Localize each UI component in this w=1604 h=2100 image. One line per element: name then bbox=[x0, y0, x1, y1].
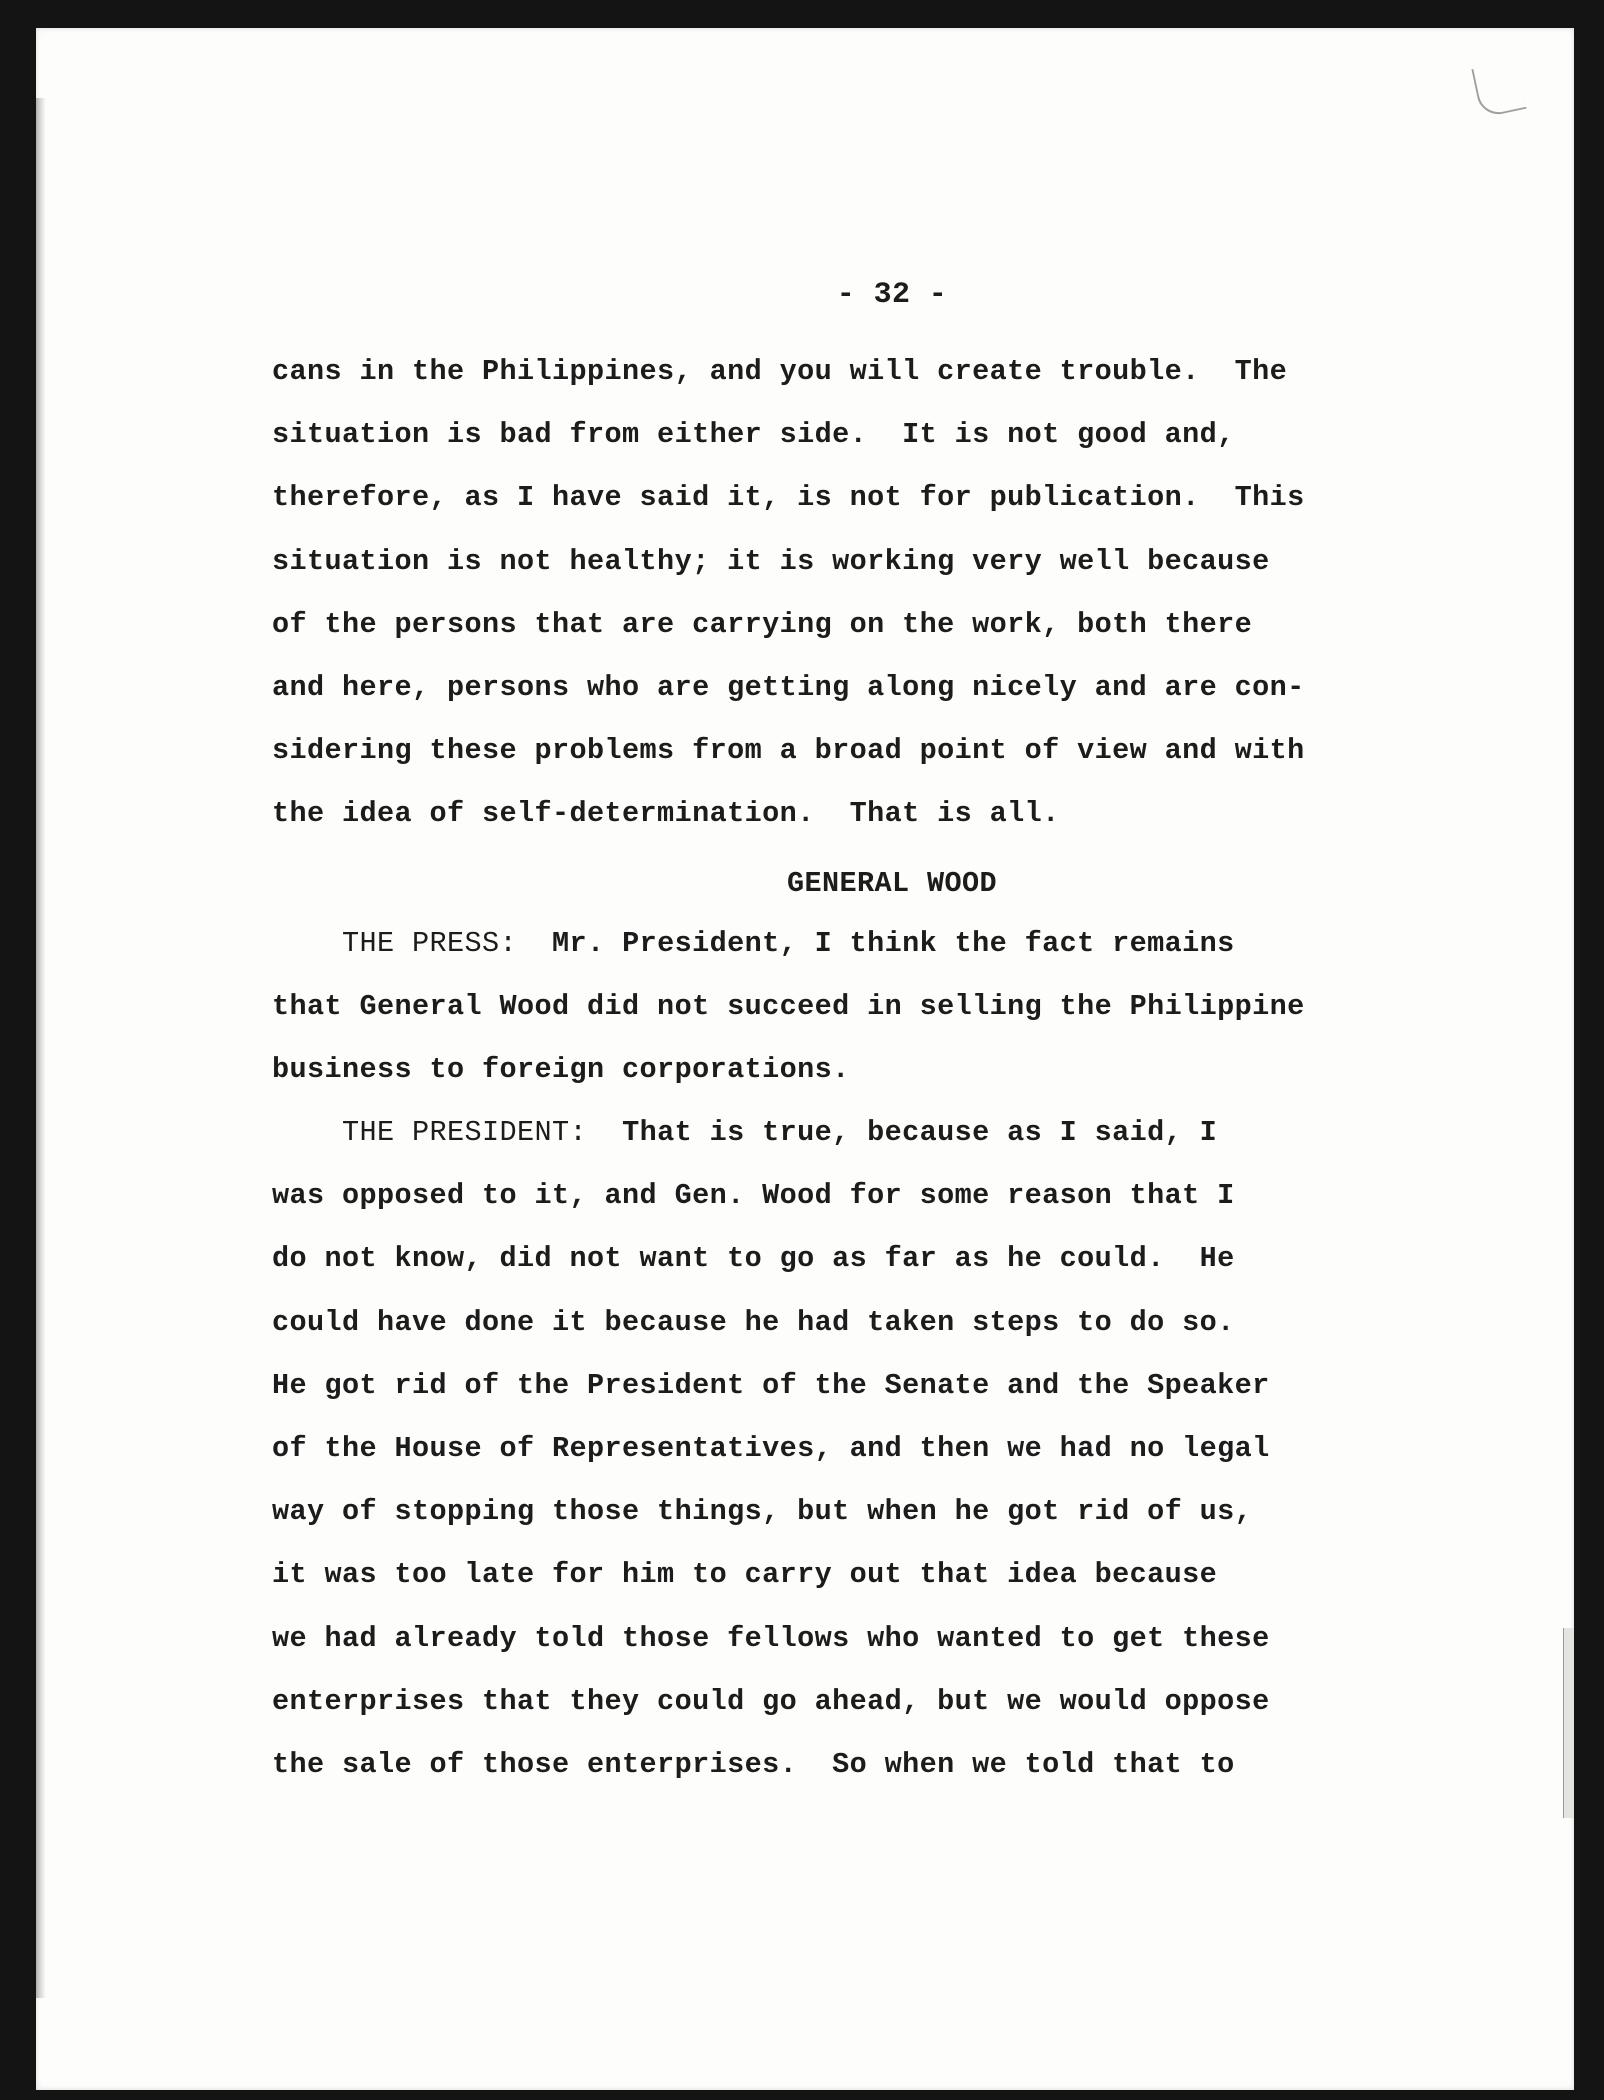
speaker-label: THE PRESIDENT: bbox=[342, 1116, 588, 1150]
corner-pencil-mark bbox=[1471, 60, 1526, 118]
text-line-first bbox=[272, 912, 1432, 975]
paragraph-press bbox=[272, 912, 1432, 1102]
text-line: He got rid of the President of the Senate and the Speaker bbox=[272, 1368, 1270, 1402]
text-line: situation is not healthy; it is working very well because bbox=[272, 544, 1270, 578]
text-line: the idea of self-determination. That is all. bbox=[272, 797, 1060, 831]
document-body bbox=[272, 278, 1432, 1796]
speaker-label: THE PRESS: bbox=[342, 926, 518, 960]
paragraph-continued bbox=[272, 340, 1432, 846]
text-line: of the persons that are carrying on the work, both there bbox=[272, 607, 1253, 641]
paper-edge-shadow bbox=[36, 98, 46, 1998]
text-line: cans in the Philippines, and you will create trouble. The bbox=[272, 355, 1288, 388]
paragraph-president bbox=[272, 1101, 1432, 1796]
text-line: do not know, did not want to go as far as he could. He bbox=[272, 1242, 1235, 1276]
text-line: situation is bad from either side. It is not good and, bbox=[272, 418, 1235, 452]
text-line: was opposed to it, and Gen. Wood for some reason that I bbox=[272, 1179, 1235, 1213]
text-line: it was too late for him to carry out that idea because bbox=[272, 1558, 1218, 1592]
text-fragment: That is true, because as I said, I bbox=[587, 1116, 1218, 1150]
text-line: way of stopping those things, but when he got rid of us, bbox=[272, 1495, 1253, 1529]
text-line: therefore, as I have said it, is not for publication. This bbox=[272, 481, 1305, 515]
text-line: that General Wood did not succeed in selling the Philippine bbox=[272, 989, 1305, 1023]
text-line: business to foreign corporations. bbox=[272, 1052, 850, 1086]
text-line: the sale of those enterprises. So when we told that to bbox=[272, 1747, 1235, 1781]
text-line: enterprises that they could go ahead, but we would oppose bbox=[272, 1684, 1270, 1718]
text-line: and here, persons who are getting along nicely and are con- bbox=[272, 670, 1305, 704]
text-line: we had already told those fellows who wanted to get these bbox=[272, 1621, 1270, 1655]
text-line-first bbox=[272, 1101, 1432, 1164]
text-line: of the House of Representatives, and then we had no legal bbox=[272, 1432, 1270, 1465]
text-line: could have done it because he had taken steps to do so. bbox=[272, 1305, 1235, 1339]
page-number: - 32 - bbox=[836, 278, 948, 312]
section-heading: GENERAL WOOD bbox=[786, 866, 998, 900]
paper-edge-tab bbox=[1563, 1628, 1574, 1818]
text-fragment: Mr. President, I think the fact remains bbox=[517, 926, 1235, 960]
text-line: sidering these problems from a broad point of view and with bbox=[272, 734, 1305, 768]
